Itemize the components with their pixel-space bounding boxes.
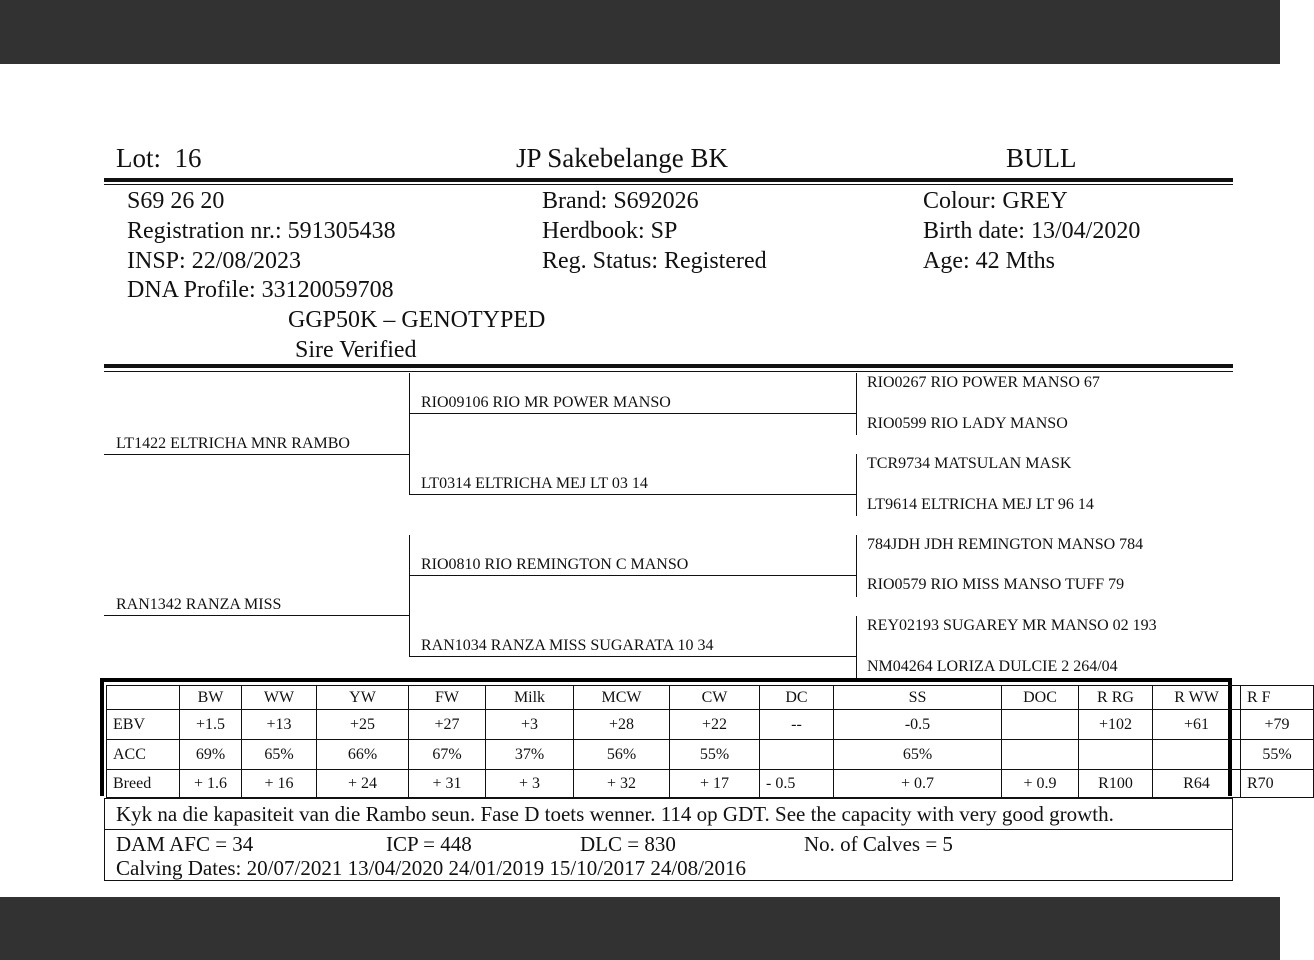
ebv-cell: + 3 <box>486 770 574 798</box>
ebv-cell <box>1079 740 1153 770</box>
ebv-cell: +61 <box>1153 710 1241 740</box>
registration-status: Reg. Status: Registered <box>542 248 767 274</box>
info-rule-thick <box>104 364 1233 368</box>
sire: LT1422 ELTRICHA MNR RAMBO <box>116 435 350 452</box>
ebv-header-cell: YW <box>317 686 409 710</box>
colour: Colour: GREY <box>923 188 1068 214</box>
ebv-cell: -0.5 <box>834 710 1002 740</box>
header-rule-thick <box>104 178 1233 182</box>
sire-line <box>104 454 409 455</box>
ebv-cell: 65% <box>242 740 317 770</box>
animal-id: S69 26 20 <box>127 188 225 214</box>
ebv-row-label: Breed <box>107 770 180 798</box>
ebv-cell: 66% <box>317 740 409 770</box>
ebv-cell: 37% <box>486 740 574 770</box>
ggp-bracket-4 <box>856 616 857 678</box>
ebv-row-acc <box>107 740 1314 770</box>
seller-name: JP Sakebelange BK <box>516 143 728 173</box>
great-grandparent: RIO0599 RIO LADY MANSO <box>867 415 1068 432</box>
ebv-header-cell: R WW <box>1153 686 1241 710</box>
dna-profile: DNA Profile: 33120059708 <box>127 277 394 303</box>
comment-text: Kyk na die kapasiteit van die Rambo seun. Fase D toets wenner. 114 op GDT. See the capacity with very good growth. <box>116 802 1114 826</box>
dam-dam-line <box>409 656 856 657</box>
ebv-cell: +102 <box>1079 710 1153 740</box>
ebv-cell: + 1.6 <box>180 770 242 798</box>
ebv-cell: +79 <box>1241 710 1314 740</box>
great-grandparent: TCR9734 MATSULAN MASK <box>867 455 1072 472</box>
ebv-table <box>106 685 1314 798</box>
ebv-cell: + 24 <box>317 770 409 798</box>
ggp-bracket-1 <box>856 373 857 435</box>
ebv-header-cell: WW <box>242 686 317 710</box>
sire-sire: RIO09106 RIO MR POWER MANSO <box>421 394 671 411</box>
dam-dlc: DLC = 830 <box>580 832 676 856</box>
header-rule-thin <box>104 184 1233 185</box>
dam-icp: ICP = 448 <box>386 832 472 856</box>
ebv-header-cell: CW <box>670 686 760 710</box>
ebv-cell: + 0.7 <box>834 770 1002 798</box>
ebv-cell: 55% <box>670 740 760 770</box>
ebv-header-cell: DOC <box>1002 686 1079 710</box>
great-grandparent: NM04264 LORIZA DULCIE 2 264/04 <box>867 658 1118 675</box>
ggp-bracket-3 <box>856 535 857 597</box>
ebv-cell: + 0.9 <box>1002 770 1079 798</box>
ebv-header-cell: MCW <box>574 686 670 710</box>
ggp-bracket-2 <box>856 454 857 516</box>
ebv-cell: 65% <box>834 740 1002 770</box>
insp-date: INSP: 22/08/2023 <box>127 248 302 274</box>
ebv-cell: R100 <box>1079 770 1153 798</box>
ebv-cell: 56% <box>574 740 670 770</box>
birth-date: Birth date: 13/04/2020 <box>923 218 1141 244</box>
notes-divider <box>104 829 1233 830</box>
ebv-cell: + 16 <box>242 770 317 798</box>
sire-verified: Sire Verified <box>295 337 417 363</box>
lot-label: Lot: 16 <box>116 143 202 173</box>
dam-calves: No. of Calves = 5 <box>804 832 953 856</box>
dam-sire: RIO0810 RIO REMINGTON C MANSO <box>421 556 689 573</box>
ebv-cell: +27 <box>409 710 486 740</box>
ebv-cell: R70 <box>1241 770 1314 798</box>
calving-dates: Calving Dates: 20/07/2021 13/04/2020 24/01/2019 15/10/2017 24/08/2016 <box>116 856 746 880</box>
ebv-cell: 67% <box>409 740 486 770</box>
great-grandparent: 784JDH JDH REMINGTON MANSO 784 <box>867 536 1144 553</box>
dam-bracket <box>409 535 410 656</box>
great-grandparent: RIO0267 RIO POWER MANSO 67 <box>867 374 1100 391</box>
ebv-header-cell: SS <box>834 686 1002 710</box>
sire-bracket <box>409 373 410 495</box>
ebv-row-ebv <box>107 710 1314 740</box>
ebv-cell: 55% <box>1241 740 1314 770</box>
ebv-cell: -- <box>760 710 834 740</box>
ebv-header-cell: R RG <box>1079 686 1153 710</box>
ebv-cell <box>760 740 834 770</box>
ebv-row-label: ACC <box>107 740 180 770</box>
info-rule-thin <box>104 371 1233 372</box>
ebv-cell: +1.5 <box>180 710 242 740</box>
ebv-cell <box>1002 740 1079 770</box>
registration-number: Registration nr.: 591305438 <box>127 218 396 244</box>
ebv-cell <box>1002 710 1079 740</box>
ebv-header-row <box>107 686 1314 710</box>
great-grandparent: LT9614 ELTRICHA MEJ LT 96 14 <box>867 496 1094 513</box>
ebv-cell: - 0.5 <box>760 770 834 798</box>
ebv-cell: 69% <box>180 740 242 770</box>
ebv-cell: +22 <box>670 710 760 740</box>
ebv-cell: R64 <box>1153 770 1241 798</box>
ebv-cell <box>1153 740 1241 770</box>
age: Age: 42 Mths <box>923 248 1055 274</box>
ebv-header-cell: R F <box>1241 686 1314 710</box>
bottom-letterbox-bar <box>0 897 1280 960</box>
great-grandparent: REY02193 SUGAREY MR MANSO 02 193 <box>867 617 1157 634</box>
ebv-cell: + 17 <box>670 770 760 798</box>
dam: RAN1342 RANZA MISS <box>116 596 282 613</box>
ebv-header-cell: FW <box>409 686 486 710</box>
dam-sire-line <box>409 575 856 576</box>
ebv-cell: + 32 <box>574 770 670 798</box>
ebv-cell: + 31 <box>409 770 486 798</box>
ebv-header-cell: BW <box>180 686 242 710</box>
top-letterbox-bar <box>0 0 1280 64</box>
great-grandparent: RIO0579 RIO MISS MANSO TUFF 79 <box>867 576 1125 593</box>
genotyped-status: GGP50K – GENOTYPED <box>288 307 546 333</box>
ebv-cell: +25 <box>317 710 409 740</box>
ebv-header-cell <box>107 686 180 710</box>
ebv-row-breed <box>107 770 1314 798</box>
ebv-header-cell: Milk <box>486 686 574 710</box>
dam-dam: RAN1034 RANZA MISS SUGARATA 10 34 <box>421 637 714 654</box>
ebv-row-label: EBV <box>107 710 180 740</box>
sire-sire-line <box>409 413 856 414</box>
ebv-cell: +13 <box>242 710 317 740</box>
sire-dam: LT0314 ELTRICHA MEJ LT 03 14 <box>421 475 648 492</box>
ebv-cell: +28 <box>574 710 670 740</box>
dam-afc: DAM AFC = 34 <box>116 832 254 856</box>
herdbook: Herdbook: SP <box>542 218 678 244</box>
lot-number: 16 <box>174 143 202 173</box>
sire-dam-line <box>409 494 856 495</box>
ebv-cell: +3 <box>486 710 574 740</box>
animal-type: BULL <box>1006 143 1077 173</box>
ebv-header-cell: DC <box>760 686 834 710</box>
dam-line <box>104 615 409 616</box>
brand: Brand: S692026 <box>542 188 699 214</box>
